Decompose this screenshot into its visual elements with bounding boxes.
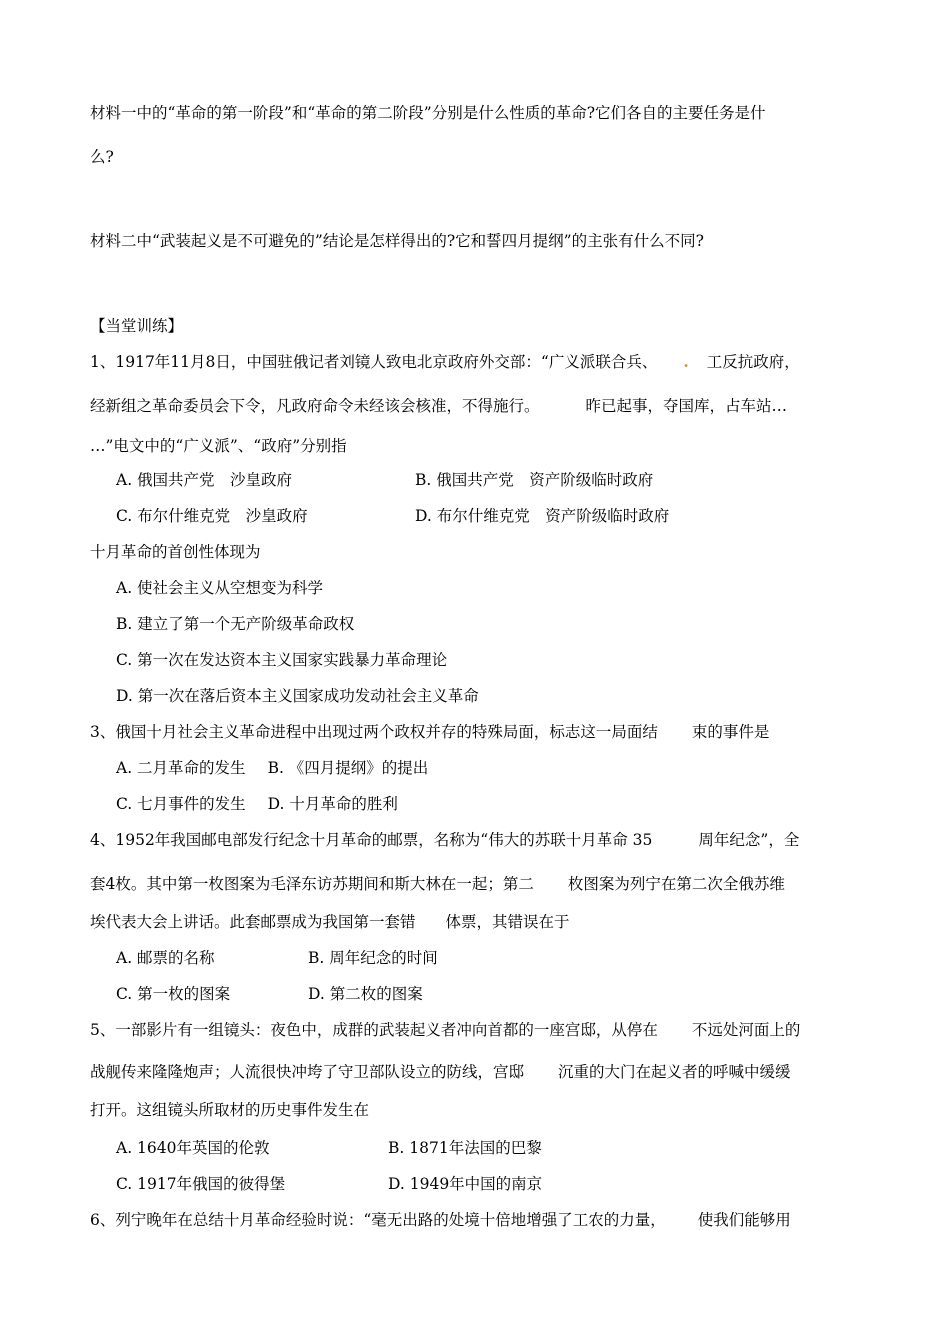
question-5-line2-part-a: 战舰传来隆隆炮声；人流很快冲垮了守卫部队设立的防线，宫邸 bbox=[90, 1063, 525, 1081]
question-4-option-c: C. 第一枚的图案 bbox=[116, 985, 231, 1003]
question-4-line3-part-a: 埃代表大会上讲话。此套邮票成为我国第一套错 bbox=[90, 913, 416, 931]
question-5-line2 bbox=[90, 1062, 791, 1082]
material-question-1-line1: 材料一中的“革命的第一阶段”和“革命的第二阶段”分别是什么性质的革命?它们各自的主要任务是什 bbox=[90, 104, 766, 122]
question-2-option-a: A. 使社会主义从空想变为科学 bbox=[116, 579, 324, 597]
question-4-line2 bbox=[90, 874, 785, 894]
question-3-stem bbox=[90, 722, 769, 742]
question-4-line1-part-b: 周年纪念”，全 bbox=[698, 831, 800, 849]
section-title: 【当堂训练】 bbox=[90, 317, 184, 335]
question-3-options-row2 bbox=[116, 794, 398, 814]
question-1-option-c: C. 布尔什维克党 沙皇政府 bbox=[116, 507, 308, 525]
question-5-option-c: C. 1917年俄国的彼得堡 bbox=[116, 1175, 286, 1193]
question-2-option-b: B. 建立了第一个无产阶级革命政权 bbox=[116, 615, 355, 633]
question-1-option-d: D. 布尔什维克党 资产阶级临时政府 bbox=[415, 507, 670, 525]
question-4-line1-part-a: 4、1952年我国邮电部发行纪念十月革命的邮票，名称为“伟大的苏联十月革命 35 bbox=[90, 831, 653, 849]
question-1-line1 bbox=[90, 352, 800, 372]
question-4-option-a: A. 邮票的名称 bbox=[116, 949, 215, 967]
question-5-line3: 打开。这组镜头所取材的历史事件发生在 bbox=[90, 1101, 370, 1119]
question-5-line2-part-b: 沉重的大门在起义者的呼喊中缓缓 bbox=[558, 1063, 791, 1081]
question-4-line2-part-b: 枚图案为列宁在第二次全俄苏维 bbox=[567, 875, 785, 893]
question-2-stem: 十月革命的首创性体现为 bbox=[90, 543, 261, 561]
question-5-line1-part-a: 5、一部影片有一组镜头：夜色中，成群的武装起义者冲向首都的一座宫邸，从停在 bbox=[90, 1021, 658, 1039]
question-3-options-row1 bbox=[116, 758, 428, 778]
question-1-line1-part-b: 工反抗政府， bbox=[706, 353, 800, 371]
question-6-line1-part-a: 6、列宁晚年在总结十月革命经验时说：“毫无出路的处境十倍地增强了工农的力量， bbox=[90, 1211, 666, 1229]
question-5-line1-part-b: 不远处河面上的 bbox=[691, 1021, 801, 1039]
question-3-option-d: D. 十月革命的胜利 bbox=[267, 795, 398, 813]
material-question-2: 材料二中“武装起义是不可避免的”结论是怎样得出的?它和誓四月提纲”的主张有什么不同? bbox=[90, 232, 704, 250]
question-4-option-d: D. 第二枚的图案 bbox=[308, 985, 423, 1003]
question-1-line1-part-a: 1、1917年11月8日，中国驻俄记者刘镜人致电北京政府外交部：“广义派联合兵、 bbox=[90, 353, 658, 371]
question-1-option-b: B. 俄国共产党 资产阶级临时政府 bbox=[415, 471, 654, 489]
question-1-line3: …”电文中的“广义派”、“政府”分别指 bbox=[90, 437, 347, 455]
question-3-option-b: B. 《四月提纲》的提出 bbox=[267, 759, 429, 777]
stray-mark: . bbox=[683, 352, 689, 371]
question-2-option-c: C. 第一次在发达资本主义国家实践暴力革命理论 bbox=[116, 651, 448, 669]
question-4-line2-part-a: 套4枚。其中第一枚图案为毛泽东访苏期间和斯大林在一起；第二 bbox=[90, 875, 534, 893]
question-3-option-c: C. 七月事件的发生 bbox=[116, 795, 246, 813]
question-5-option-a: A. 1640年英国的伦敦 bbox=[116, 1139, 270, 1157]
question-5-line1 bbox=[90, 1020, 800, 1040]
question-1-line2 bbox=[90, 396, 787, 416]
question-5-option-b: B. 1871年法国的巴黎 bbox=[388, 1139, 542, 1157]
question-1-line2-part-b: 昨已起事，夺国库，占车站… bbox=[585, 397, 788, 415]
question-4-option-b: B. 周年纪念的时间 bbox=[308, 949, 438, 967]
question-1-option-a: A. 俄国共产党 沙皇政府 bbox=[116, 471, 293, 489]
question-2-option-d: D. 第一次在落后资本主义国家成功发动社会主义革命 bbox=[116, 687, 479, 705]
question-4-line3 bbox=[90, 912, 570, 932]
question-4-line1 bbox=[90, 830, 799, 850]
question-6-line1 bbox=[90, 1210, 791, 1230]
question-1-line2-part-a: 经新组之革命委员会下令，凡政府命令未经该会核准，不得施行。 bbox=[90, 397, 540, 415]
question-3-option-a: A. 二月革命的发生 bbox=[116, 759, 246, 777]
question-4-line3-part-b: 体票，其错误在于 bbox=[445, 913, 570, 931]
material-question-1-line2: 么? bbox=[90, 148, 114, 166]
question-3-stem-part-a: 3、俄国十月社会主义革命进程中出现过两个政权并存的特殊局面，标志这一局面结 bbox=[90, 723, 658, 741]
question-6-line1-part-b: 使我们能够用 bbox=[697, 1211, 791, 1229]
question-5-option-d: D. 1949年中国的南京 bbox=[388, 1175, 543, 1193]
question-3-stem-part-b: 束的事件是 bbox=[691, 723, 770, 741]
